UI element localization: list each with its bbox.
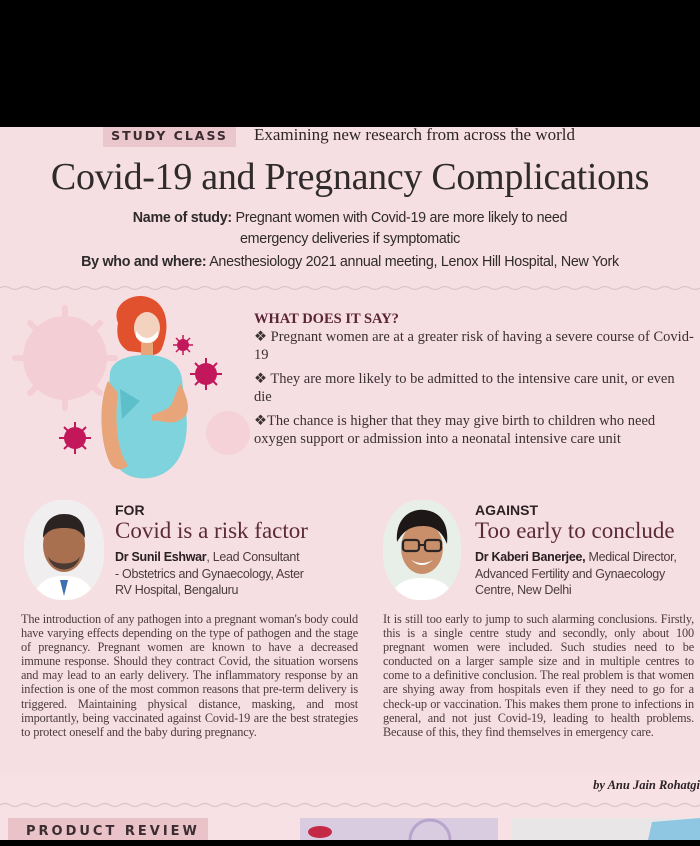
product-image-lipstick	[300, 818, 498, 840]
against-expert-credit: Dr Kaberi Banerjee, Medical Director, Advanced Fertility and Gynaecology Centre, New Delhi	[475, 550, 677, 597]
for-title: Covid is a risk factor	[115, 518, 308, 543]
pregnant-woman-illustration	[0, 293, 250, 488]
bullet-icon: ❖	[254, 413, 267, 429]
what-does-it-say-section	[254, 311, 694, 454]
study-where	[0, 254, 700, 270]
study-name-value: Pregnant women with Covid-19 are more likely to need	[235, 210, 568, 226]
study-where-value: Anesthesiology 2021 annual meeting, Lenox Hill Hospital, New York	[209, 254, 619, 270]
wds-point: ❖ They are more likely to be admitted to the intensive care unit, or even die	[254, 371, 675, 405]
bullet-icon: ❖	[254, 371, 267, 387]
wds-heading: WHAT DOES IT SAY?	[254, 311, 399, 327]
product-image-packaging	[512, 818, 700, 840]
for-expert-name: Dr Sunil Eshwar	[115, 550, 207, 564]
article-byline: by Anu Jain Rohatgi	[593, 778, 700, 792]
kicker-label: STUDY CLASS	[111, 128, 228, 143]
background-virus-icon	[15, 308, 115, 408]
virus-icon	[173, 335, 193, 355]
wavy-divider	[0, 285, 700, 291]
article-headline: Covid-19 and Pregnancy Complications	[50, 156, 650, 198]
study-name-line2: emergency deliveries if symptomatic	[240, 231, 460, 247]
against-label: AGAINST	[475, 502, 538, 518]
for-expert-credit: Dr Sunil Eshwar, Lead Consultant - Obstetrics and Gynaecology, Aster RV Hospital, Bengaluru	[115, 550, 304, 597]
study-name-line1	[0, 210, 700, 226]
virus-icon	[59, 422, 91, 454]
for-label: FOR	[115, 502, 145, 518]
study-where-label: By who and where:	[81, 254, 207, 270]
bullet-icon: ❖	[254, 329, 267, 345]
product-review-label: PRODUCT REVIEW	[26, 824, 200, 839]
wds-point: ❖ Pregnant women are at a greater risk of having a severe course of Covid-19	[254, 329, 694, 363]
for-body-text: The introduction of any pathogen into a pregnant woman's body could have varying effects depending on the type of pathogen and the stage of pregnancy. Pregnant women are known to have a decreased immune response. Should they contract Covid, the situation worsens and may lead to an early delivery. The inflammatory response by an infection is one of the most common reasons that pre-term delivery is triggered. Maintaining physical distance, masking, and most importantly, being vaccinated against Covid-19 are the best strategies to protect oneself and the baby during pregnancy.	[21, 612, 358, 739]
virus-icon	[190, 358, 222, 390]
study-name-label: Name of study:	[132, 210, 232, 226]
black-top-bar	[0, 0, 700, 127]
section-strap: Examining new research from across the world	[254, 125, 575, 144]
against-title: Too early to conclude	[475, 518, 675, 543]
against-expert-name: Dr Kaberi Banerjee,	[475, 550, 586, 564]
avatar-against-expert	[383, 500, 461, 600]
avatar-for-expert	[24, 500, 104, 600]
product-review-kicker	[8, 818, 208, 840]
against-body-text: It is still too early to jump to such alarming conclusions. Firstly, this is a single centre study and secondly, only about 100 pregnant women were included. Such studies need to be conducted on a larger sample size and in multiple centres to come to a definitive conclusion. The real problem is that women are shying away from hospitals even if they need to go for a check-up or vaccination. This makes them prone to infections in general, and not just Covid-19, leading to health problems. Because of this, they find themselves in emergency care.	[383, 612, 694, 739]
wds-point: ❖The chance is higher that they may give birth to children who need oxygen support or admission into a neonatal intensive care unit	[254, 413, 656, 447]
section-kicker	[103, 127, 236, 147]
wavy-divider	[0, 802, 700, 808]
background-virus-icon	[206, 411, 250, 455]
